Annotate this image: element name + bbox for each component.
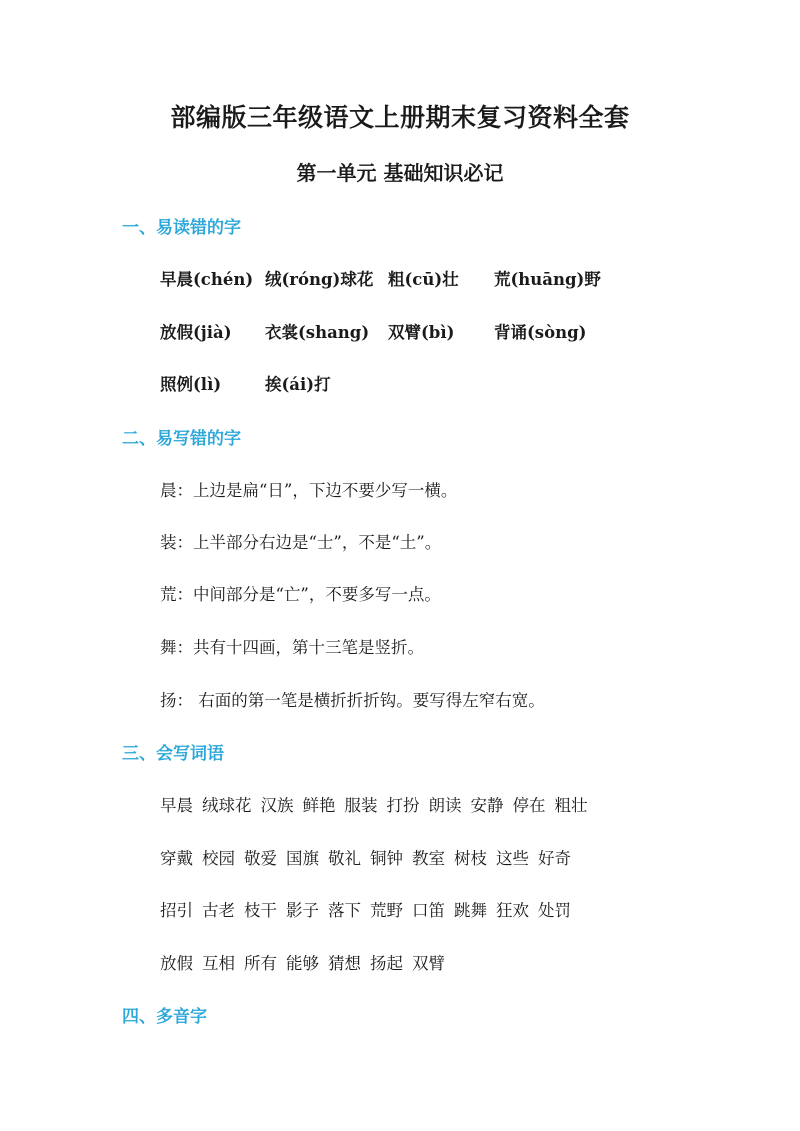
- vocab-word: 打扮: [386, 796, 420, 815]
- vocab-word: 荒野: [370, 901, 403, 920]
- writing-tip: 晨：上边是扁“日”，下边不要少写一横。: [160, 481, 458, 500]
- pinyin-item: 背诵(sòng): [494, 323, 587, 342]
- vocab-word: 放假: [160, 954, 193, 973]
- pinyin-item: 粗(cū)壮: [388, 270, 459, 289]
- vocab-word: 绒球花: [202, 796, 252, 815]
- pinyin-item: 荒(huāng)野: [494, 270, 601, 289]
- section-heading-misread: 一、易读错的字: [122, 218, 241, 238]
- writing-tip: 荒：中间部分是“亡”，不要多写一点。: [160, 585, 441, 604]
- vocab-row: [160, 792, 597, 816]
- vocab-word: 落下: [328, 901, 361, 920]
- pinyin-item: 照例(lì): [160, 375, 222, 394]
- vocab-word: 这些: [496, 849, 529, 868]
- vocab-word: 互相: [202, 954, 235, 973]
- vocab-word: 枝干: [244, 901, 277, 920]
- vocab-row: [160, 950, 454, 974]
- vocab-word: 朗读: [428, 796, 462, 815]
- vocab-word: 跳舞: [454, 901, 487, 920]
- pinyin-item: 绒(róng)球花: [265, 270, 374, 289]
- vocab-word: 影子: [286, 901, 319, 920]
- pinyin-item: 双臂(bì): [388, 323, 455, 342]
- vocab-word: 粗壮: [554, 796, 588, 815]
- writing-tip: 舞：共有十四画，第十三笔是竖折。: [160, 638, 424, 657]
- vocab-word: 所有: [244, 954, 277, 973]
- vocab-word: 敬礼: [328, 849, 361, 868]
- vocab-word: 校园: [202, 849, 235, 868]
- writing-tip: 装：上半部分右边是“士”，不是“土”。: [160, 533, 442, 552]
- pinyin-item: 早晨(chén): [160, 270, 254, 289]
- vocab-word: 扬起: [370, 954, 403, 973]
- vocab-word: 铜钟: [370, 849, 403, 868]
- page-title: 部编版三年级语文上册期末复习资料全套: [170, 103, 630, 132]
- vocab-word: 处罚: [538, 901, 571, 920]
- section-heading-polyphonic: 四、多音字: [122, 1007, 207, 1027]
- vocab-word: 国旗: [286, 849, 319, 868]
- section-heading-miswritten: 二、易写错的字: [122, 429, 241, 449]
- vocab-word: 停在: [512, 796, 546, 815]
- vocab-word: 树枝: [454, 849, 487, 868]
- vocab-word: 服装: [344, 796, 378, 815]
- vocab-word: 狂欢: [496, 901, 529, 920]
- vocab-word: 好奇: [538, 849, 571, 868]
- pinyin-item: 放假(jià): [160, 323, 232, 342]
- vocab-row: [160, 845, 580, 869]
- vocab-word: 鲜艳: [302, 796, 336, 815]
- vocab-word: 口笛: [412, 901, 445, 920]
- section-heading-vocabulary: 三、会写词语: [122, 744, 224, 764]
- vocab-word: 双臂: [412, 954, 445, 973]
- writing-tip: 扬： 右面的第一笔是横折折折钩。要写得左窄右宽。: [160, 691, 545, 710]
- pinyin-item: 挨(ái)打: [265, 375, 331, 394]
- vocab-word: 招引: [160, 901, 193, 920]
- vocab-word: 穿戴: [160, 849, 193, 868]
- vocab-word: 汉族: [260, 796, 294, 815]
- vocab-word: 安静: [470, 796, 504, 815]
- vocab-word: 能够: [286, 954, 319, 973]
- vocab-row: [160, 897, 580, 921]
- vocab-word: 教室: [412, 849, 445, 868]
- vocab-word: 猜想: [328, 954, 361, 973]
- pinyin-item: 衣裳(shang): [265, 323, 370, 342]
- vocab-word: 早晨: [160, 796, 193, 815]
- unit-title: 第一单元 基础知识必记: [296, 161, 504, 185]
- vocab-word: 古老: [202, 901, 235, 920]
- vocab-word: 敬爱: [244, 849, 277, 868]
